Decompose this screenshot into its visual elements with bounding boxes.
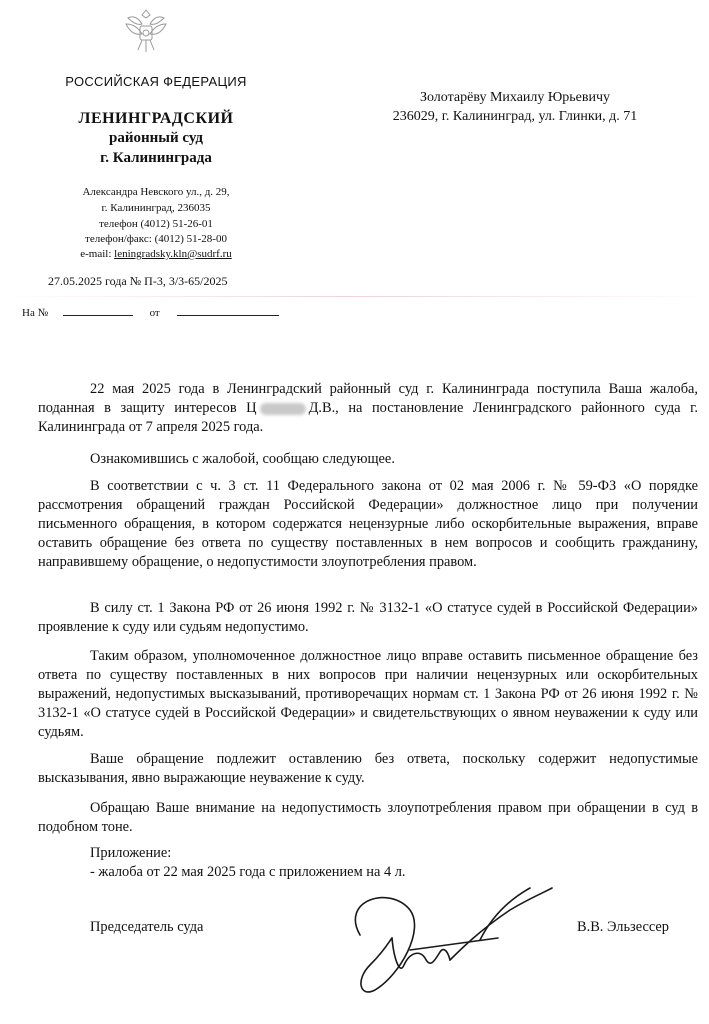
paragraph-7-text: Обращаю Ваше внимание на недопустимость злоупотребления правом при обращении в суд в подобном тоне. xyxy=(38,800,698,835)
court-city: г. Калининграда xyxy=(100,150,212,166)
recipient-name: Золотарёву Михаилу Юрьевичу xyxy=(419,90,611,105)
paragraph-6 xyxy=(38,750,698,788)
paragraph-5 xyxy=(38,647,698,742)
court-email xyxy=(48,246,264,262)
attachment-item: - жалоба от 22 мая 2025 года с приложением на 4 л. xyxy=(90,864,406,880)
court-address-line1: Александра Невского ул., д. 29, xyxy=(82,186,230,198)
paragraph-4 xyxy=(38,599,698,637)
paragraph-7 xyxy=(38,799,698,837)
reply-from-label: от xyxy=(149,307,160,319)
reply-reference-line xyxy=(22,304,279,319)
redacted-name xyxy=(260,403,306,415)
reply-number-label: На № xyxy=(22,307,49,319)
recipient-address: 236029, г. Калининград, ул. Глинки, д. 71 xyxy=(392,109,638,124)
paragraph-4-text: В силу ст. 1 Закона РФ от 26 июня 1992 г. № 3132-1 «О статусе судей в Российской Федерации» проявление к суду или судьям недопустимо. xyxy=(38,600,698,635)
signatory-name: В.В. Эльзессер xyxy=(577,919,670,935)
paragraph-2 xyxy=(38,450,698,469)
coat-of-arms-icon xyxy=(118,4,174,60)
paragraph-6-text: Ваше обращение подлежит оставлению без ответа, поскольку содержит недопустимые высказывания, явно выражающие неуважение к суду. xyxy=(38,751,698,786)
reply-number-blank xyxy=(63,304,133,316)
court-phone-fax: телефон/факс: (4012) 51-28-00 xyxy=(85,233,227,245)
reply-date-blank xyxy=(177,304,279,316)
court-type: районный суд xyxy=(109,130,203,146)
document-reference: 27.05.2025 года № П-3, 3/3-65/2025 xyxy=(48,274,228,288)
attachment-label: Приложение: xyxy=(90,845,172,861)
signatory-title: Председатель суда xyxy=(90,919,204,935)
court-address-line2: г. Калининград, 236035 xyxy=(101,202,211,214)
paragraph-2-text: Ознакомившись с жалобой, сообщаю следующее. xyxy=(90,451,395,467)
paragraph-3-text: В соответствии с ч. 3 ст. 11 Федерального закона от 02 мая 2006 г. № 59-ФЗ «О порядке рассмотрения обращений граждан Российской Федерации» должностное лицо при получении письменного обращения, в котором содержатся нецензурные либо оскорбительные выражения, вправе оставить обращение без ответа по существу поставленных в нем вопросов и сообщить гражданину, направившему обращение, о недопустимости злоупотребления правом. xyxy=(38,478,698,570)
country-title: РОССИЙСКАЯ ФЕДЕРАЦИЯ xyxy=(65,74,247,89)
paragraph-5-text: Таким образом, уполномоченное должностное лицо вправе оставить письменное обращение без ответа по существу поставленных в них вопросов при наличии нецензурных или оскорбительных выражений, недопустимых высказываний, противоречащих нормам ст. 1 Закона РФ от 26 июня 1992 г. № 3132-1 «О статусе судей в Российской Федерации» и свидетельствующих о явном неуважении к суду или судьям. xyxy=(38,648,698,740)
email-label: e-mail: xyxy=(80,248,112,260)
paragraph-1 xyxy=(38,380,698,437)
court-name: ЛЕНИНГРАДСКИЙ xyxy=(78,110,234,127)
court-phone: телефон (4012) 51-26-01 xyxy=(99,218,213,230)
paragraph-1-end: Д.В., на постановление Ленинградского районного суда г. Калининграда от 7 апреля 2025 года. xyxy=(38,400,698,435)
email-link[interactable]: leningradsky.kln@sudrf.ru xyxy=(114,248,232,260)
paragraph-1-start: 22 мая 2025 года в Ленинградский районный суд г. Калининграда поступила Ваша жалоба, поданная в защиту интересов Ц xyxy=(38,381,698,416)
paragraph-3 xyxy=(38,477,698,572)
handwritten-signature xyxy=(330,880,560,1015)
scan-artifact-line xyxy=(0,296,709,297)
